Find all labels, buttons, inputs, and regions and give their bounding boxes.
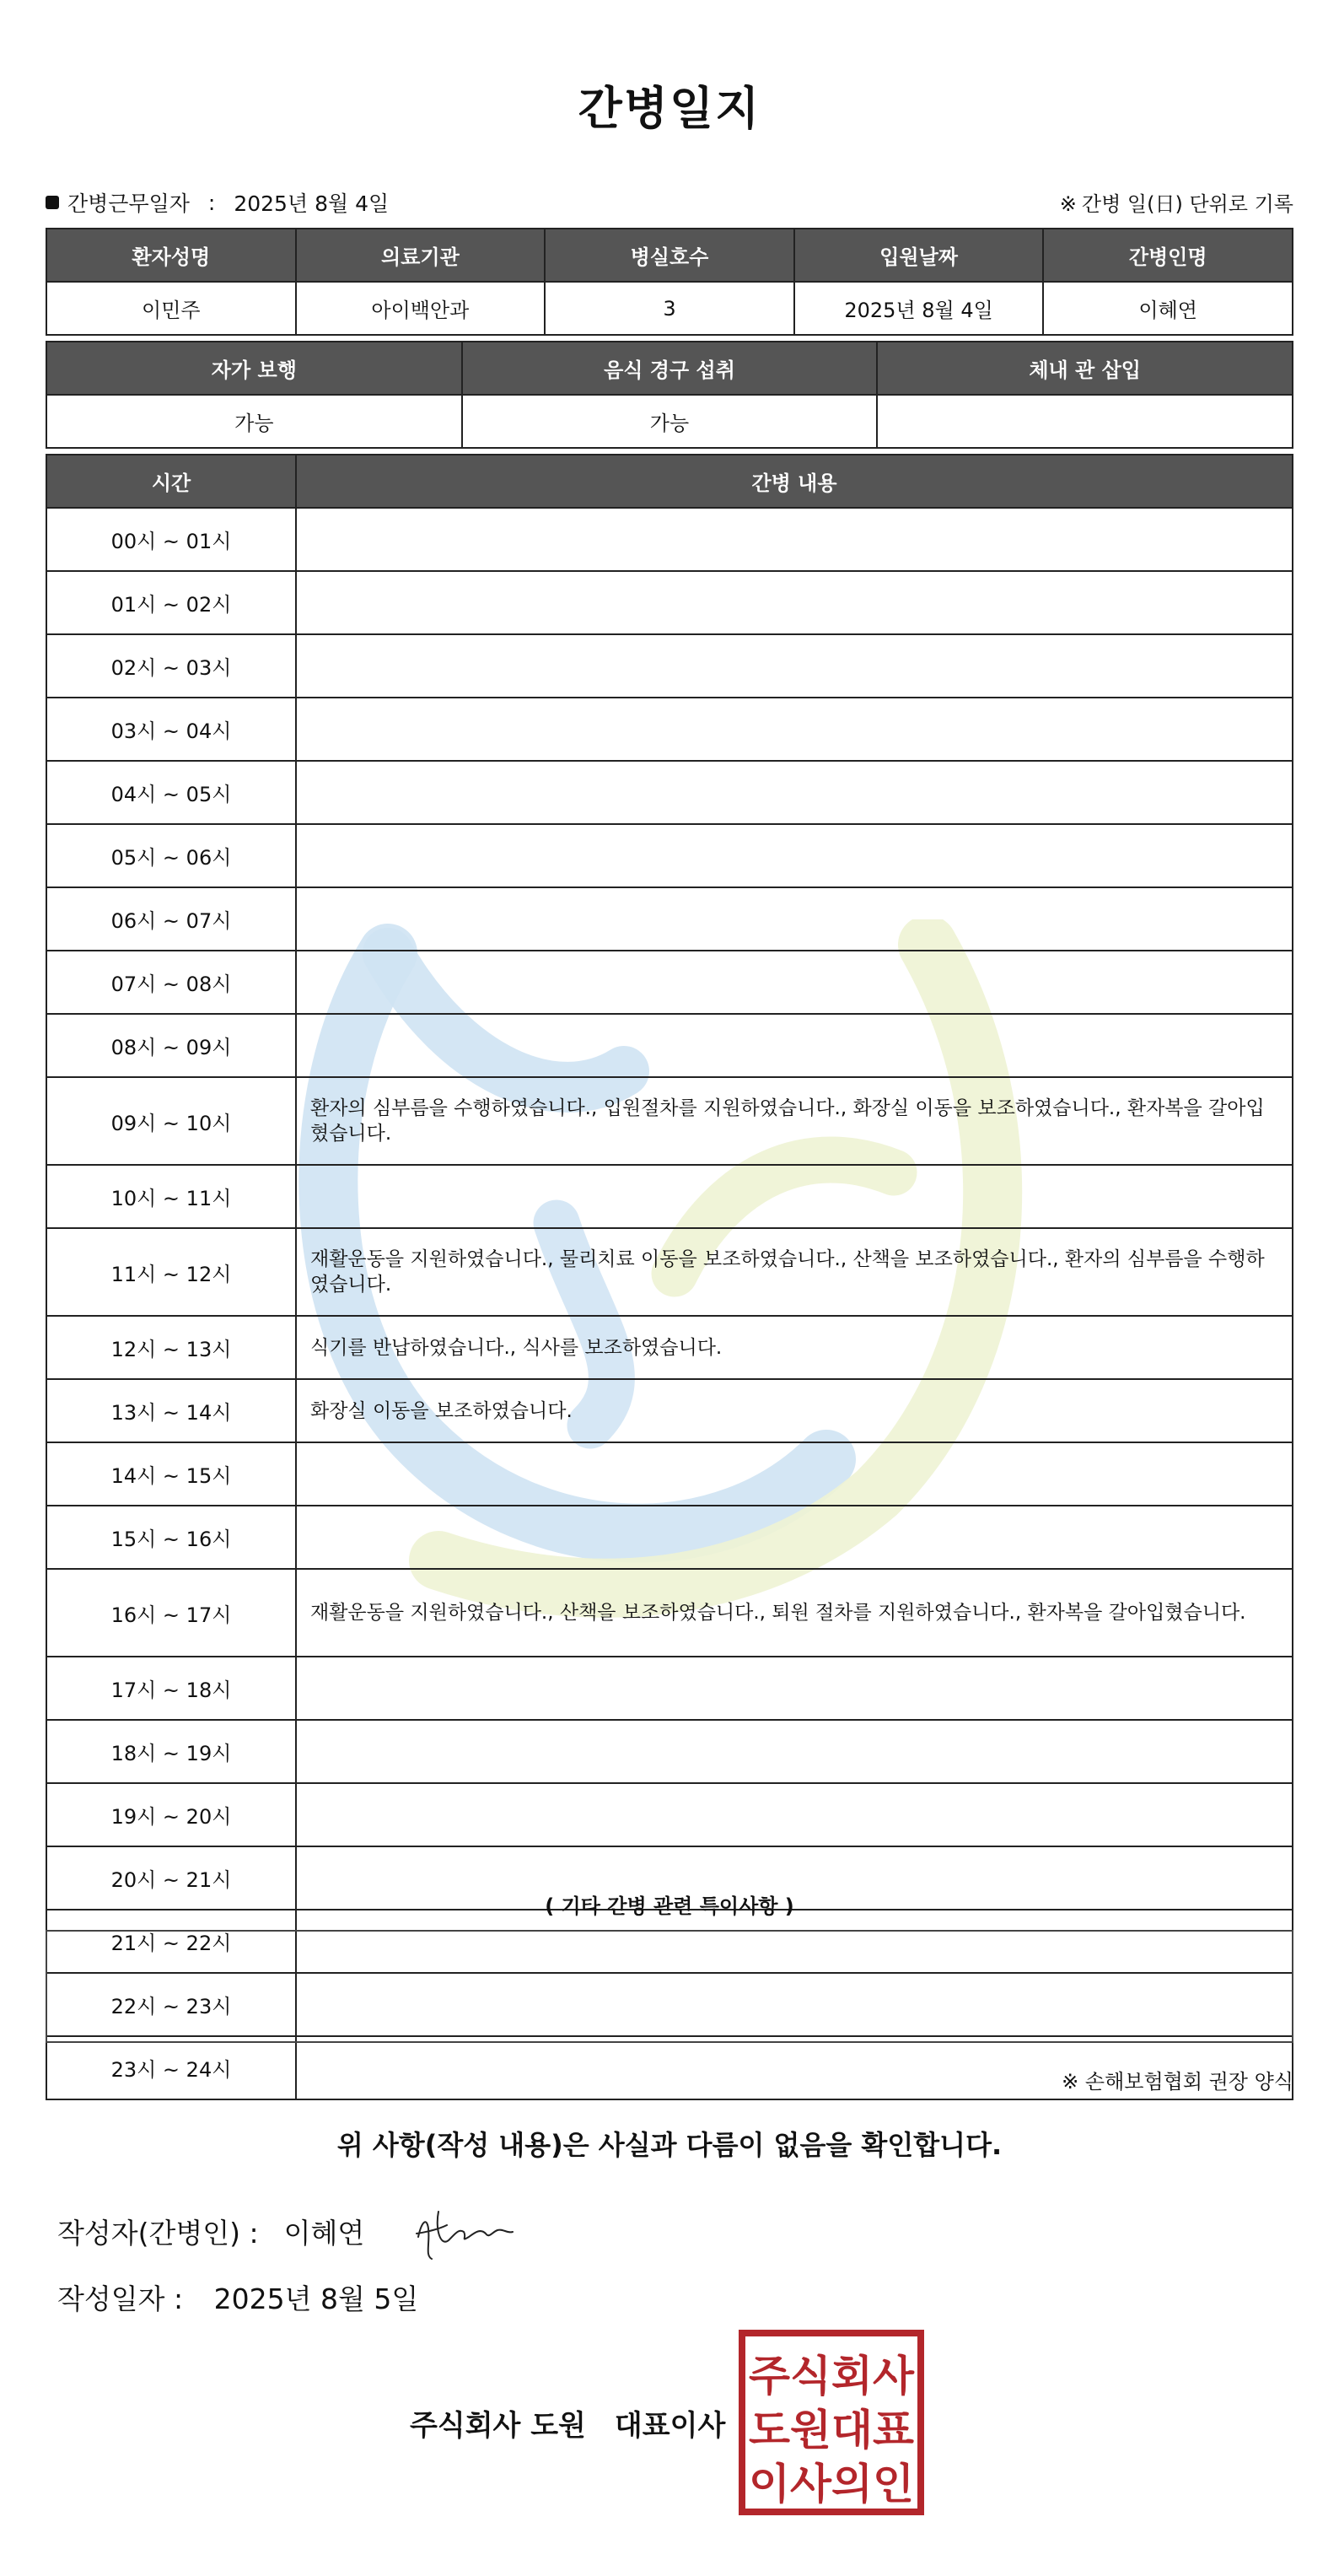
- admission-date-cell: 2025년 8월 4일: [794, 282, 1044, 335]
- square-bullet-icon: [46, 196, 59, 209]
- time-slot-cell: 12시 ~ 13시: [46, 1316, 296, 1379]
- patient-info-header-row: [46, 229, 1293, 282]
- tube-insertion-cell: [877, 395, 1293, 448]
- care-content-cell: [296, 698, 1293, 761]
- table-row: [46, 1228, 1293, 1316]
- time-slot-cell: 10시 ~ 11시: [46, 1165, 296, 1228]
- room-number-cell: 3: [545, 282, 794, 335]
- care-content-cell: [296, 634, 1293, 698]
- care-content-cell: [296, 1783, 1293, 1846]
- care-content-cell: [296, 887, 1293, 951]
- time-slot-cell: 14시 ~ 15시: [46, 1442, 296, 1506]
- written-date-line: [57, 2277, 418, 2317]
- care-content-cell: [296, 1506, 1293, 1569]
- work-date-value: 2025년 8월 4일: [234, 191, 390, 216]
- seal-line-2: 도원대표: [749, 2406, 915, 2455]
- notes-box: [46, 1930, 1293, 2043]
- time-slot-cell: 11시 ~ 12시: [46, 1228, 296, 1316]
- care-content-cell: [296, 1720, 1293, 1783]
- table-row: [46, 1379, 1293, 1442]
- time-slot-cell: 08시 ~ 09시: [46, 1014, 296, 1077]
- table-row: [46, 1077, 1293, 1165]
- table-row: [46, 1165, 1293, 1228]
- patient-name-cell: 이민주: [46, 282, 296, 335]
- table-row: [46, 508, 1293, 571]
- care-content-cell: [296, 571, 1293, 634]
- header-care-content: 간병 내용: [296, 455, 1293, 508]
- written-date-value: 2025년 8월 5일: [213, 2282, 419, 2315]
- time-slot-cell: 20시 ~ 21시: [46, 1846, 296, 1910]
- care-log-body: [46, 508, 1293, 2099]
- header-medical-institution: 의료기관: [296, 229, 546, 282]
- care-content-cell: [296, 1014, 1293, 1077]
- care-log-header-row: [46, 455, 1293, 508]
- care-content-cell: 재활운동을 지원하였습니다., 산책을 보조하였습니다., 퇴원 절차를 지원하였습니다., 환자복을 갈아입혔습니다.: [296, 1569, 1293, 1657]
- care-content-cell: 재활운동을 지원하였습니다., 물리치료 이동을 보조하였습니다., 산책을 보조하였습니다., 환자의 심부름을 수행하였습니다.: [296, 1228, 1293, 1316]
- table-row: [46, 1014, 1293, 1077]
- work-date-label: 간병근무일자: [67, 191, 190, 216]
- time-slot-cell: 01시 ~ 02시: [46, 571, 296, 634]
- form-source-footnote: ※ 손해보험협회 권장 양식: [1062, 2070, 1293, 2094]
- reference-mark: ※: [1059, 192, 1077, 216]
- confirmation-statement: 위 사항(작성 내용)은 사실과 다름이 없음을 확인합니다.: [336, 2129, 1003, 2161]
- table-row: [46, 1657, 1293, 1720]
- table-row: [46, 887, 1293, 951]
- time-slot-cell: 00시 ~ 01시: [46, 508, 296, 571]
- care-content-cell: [296, 1442, 1293, 1506]
- time-slot-cell: 04시 ~ 05시: [46, 761, 296, 824]
- seal-line-1: 주식회사: [749, 2352, 915, 2401]
- writer-label: 작성자(간병인) :: [57, 2217, 259, 2250]
- table-row: [46, 824, 1293, 887]
- care-content-cell: [296, 761, 1293, 824]
- patient-info-value-row: [46, 282, 1293, 335]
- table-row: [46, 1720, 1293, 1783]
- work-date-line: [46, 187, 389, 218]
- care-content-cell: [296, 1165, 1293, 1228]
- header-tube-insertion: 체내 관 삽입: [877, 342, 1293, 395]
- time-slot-cell: 15시 ~ 16시: [46, 1506, 296, 1569]
- header-admission-date: 입원날짜: [794, 229, 1044, 282]
- time-slot-cell: 23시 ~ 24시: [46, 2036, 296, 2099]
- time-slot-cell: 21시 ~ 22시: [46, 1910, 296, 1973]
- header-caregiver-name: 간병인명: [1043, 229, 1293, 282]
- company-line: [410, 2402, 725, 2444]
- care-content-cell: [296, 508, 1293, 571]
- time-slot-cell: 09시 ~ 10시: [46, 1077, 296, 1165]
- table-row: [46, 951, 1293, 1014]
- time-slot-cell: 06시 ~ 07시: [46, 887, 296, 951]
- table-row: [46, 1316, 1293, 1379]
- handwritten-signature: [410, 2203, 519, 2262]
- company-role: 대표이사: [614, 2409, 726, 2443]
- company-name: 주식회사 도원: [410, 2409, 586, 2443]
- table-row: [46, 634, 1293, 698]
- page-title: 간병일지: [578, 82, 761, 135]
- time-slot-cell: 18시 ~ 19시: [46, 1720, 296, 1783]
- oral-intake-cell: 가능: [462, 395, 878, 448]
- time-slot-cell: 19시 ~ 20시: [46, 1783, 296, 1846]
- care-content-cell: 화장실 이동을 보조하였습니다.: [296, 1379, 1293, 1442]
- care-content-cell: 환자의 심부름을 수행하였습니다., 입원절차를 지원하였습니다., 화장실 이동을 보조하였습니다., 환자복을 갈아입혔습니다.: [296, 1077, 1293, 1165]
- writer-name: 이혜연: [283, 2217, 365, 2250]
- care-content-cell: [296, 1657, 1293, 1720]
- patient-status-value-row: [46, 395, 1293, 448]
- time-slot-cell: 13시 ~ 14시: [46, 1379, 296, 1442]
- header-time: 시간: [46, 455, 296, 508]
- work-date-colon: :: [207, 190, 216, 215]
- care-content-cell: [296, 951, 1293, 1014]
- record-unit-note: [1060, 187, 1293, 217]
- table-row: [46, 571, 1293, 634]
- table-row: [46, 698, 1293, 761]
- header-self-walking: 자가 보행: [46, 342, 462, 395]
- table-row: [46, 761, 1293, 824]
- patient-status-header-row: [46, 342, 1293, 395]
- caregiver-name-cell: 이혜연: [1043, 282, 1293, 335]
- time-slot-cell: 16시 ~ 17시: [46, 1569, 296, 1657]
- table-row: [46, 1569, 1293, 1657]
- care-log-table: [46, 454, 1293, 2100]
- table-row: [46, 1783, 1293, 1846]
- time-slot-cell: 17시 ~ 18시: [46, 1657, 296, 1720]
- time-slot-cell: 02시 ~ 03시: [46, 634, 296, 698]
- writer-line: [57, 2212, 364, 2251]
- header-oral-intake: 음식 경구 섭취: [462, 342, 878, 395]
- header-room-number: 병실호수: [545, 229, 794, 282]
- company-seal-stamp: [737, 2328, 926, 2517]
- time-slot-cell: 05시 ~ 06시: [46, 824, 296, 887]
- care-content-cell: [296, 824, 1293, 887]
- medical-institution-cell: 아이백안과: [296, 282, 546, 335]
- care-content-cell: 식기를 반납하였습니다., 식사를 보조하였습니다.: [296, 1316, 1293, 1379]
- written-date-label: 작성일자 :: [57, 2282, 184, 2315]
- table-row: [46, 1506, 1293, 1569]
- header-patient-name: 환자성명: [46, 229, 296, 282]
- patient-info-table: [46, 228, 1293, 336]
- table-row: [46, 1442, 1293, 1506]
- record-unit-note-text: 간병 일(日) 단위로 기록: [1081, 192, 1293, 216]
- seal-line-3: 이사의인: [749, 2460, 914, 2509]
- self-walking-cell: 가능: [46, 395, 462, 448]
- patient-status-table: [46, 341, 1293, 449]
- notes-title: ( 기타 간병 관련 특이사항 ): [545, 1894, 794, 1918]
- time-slot-cell: 03시 ~ 04시: [46, 698, 296, 761]
- time-slot-cell: 07시 ~ 08시: [46, 951, 296, 1014]
- time-slot-cell: 22시 ~ 23시: [46, 1973, 296, 2036]
